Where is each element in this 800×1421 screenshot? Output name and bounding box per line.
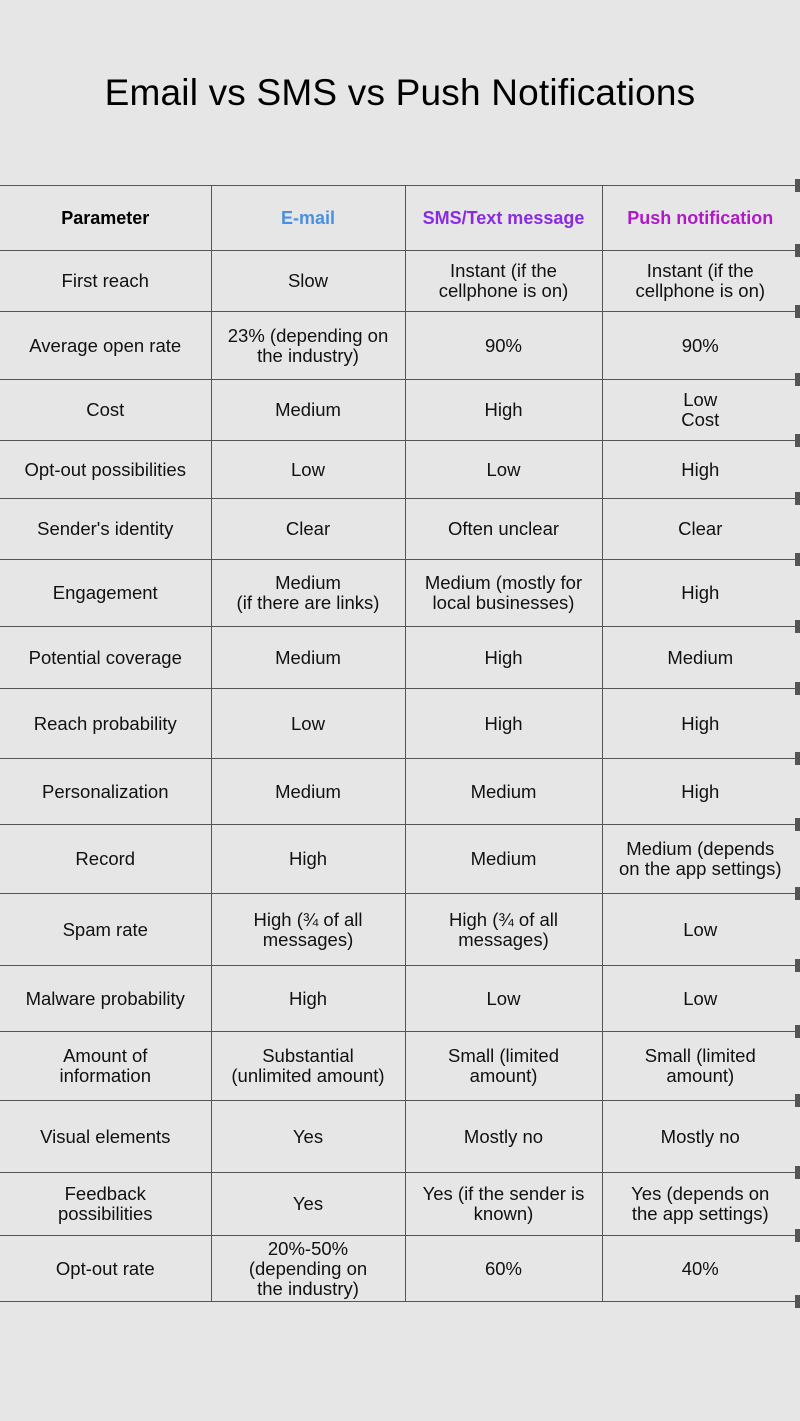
table-row <box>0 894 798 966</box>
edge-tick <box>795 752 800 765</box>
table-row <box>0 689 798 759</box>
table-row <box>0 560 798 627</box>
cell-sms-text: Instant (if the cellphone is on) <box>438 260 569 301</box>
cell-email-text: 23% (depending on the industry) <box>227 324 389 366</box>
cell-parameter <box>0 251 211 312</box>
cell-parameter <box>0 441 211 499</box>
cell-email <box>211 894 405 966</box>
cell-parameter <box>0 1032 211 1101</box>
right-edge-ticks <box>794 0 800 1421</box>
cell-push-text: Low Cost <box>681 389 720 430</box>
cell-push-text: Medium <box>667 646 734 668</box>
header-email: E-mail <box>211 186 405 251</box>
cell-parameter <box>0 759 211 825</box>
cell-sms <box>405 1173 602 1236</box>
cell-sms-text: Medium <box>470 848 537 869</box>
cell-sms-text: Small (limited amount) <box>447 1045 560 1086</box>
cell-push-text: 40% <box>681 1257 719 1279</box>
cell-email <box>211 1032 405 1101</box>
cell-push-text: High <box>681 582 720 603</box>
cell-push <box>602 627 798 689</box>
header-push: Push notification <box>602 186 798 251</box>
cell-parameter <box>0 689 211 759</box>
cell-sms-text: High <box>484 712 523 734</box>
cell-email-text: Low <box>291 458 325 480</box>
edge-tick <box>795 373 800 386</box>
cell-email <box>211 1173 405 1236</box>
cell-sms <box>405 689 602 759</box>
comparison-table <box>0 185 798 1302</box>
edge-tick <box>795 553 800 566</box>
cell-parameter <box>0 1101 211 1173</box>
cell-parameter-text: Sender's identity <box>37 518 174 539</box>
cell-email <box>211 966 405 1032</box>
cell-push-text: Low <box>683 918 718 940</box>
cell-parameter-text: Engagement <box>52 582 158 603</box>
cell-push-text: High <box>681 458 720 480</box>
cell-sms <box>405 966 602 1032</box>
edge-tick <box>795 818 800 831</box>
cell-push <box>602 1101 798 1173</box>
cell-sms <box>405 1236 602 1302</box>
header-sms: SMS/Text message <box>405 186 602 251</box>
table-row <box>0 1173 798 1236</box>
cell-sms <box>405 380 602 441</box>
cell-sms-text: Medium <box>470 780 537 802</box>
cell-parameter-text: First reach <box>61 270 149 291</box>
cell-parameter-text: Visual elements <box>40 1125 171 1147</box>
cell-email-text: Slow <box>287 270 329 291</box>
cell-email <box>211 312 405 380</box>
cell-parameter <box>0 966 211 1032</box>
cell-push <box>602 966 798 1032</box>
cell-push-text: Clear <box>678 518 723 539</box>
cell-push-text: Instant (if the cellphone is on) <box>635 260 766 301</box>
table-row <box>0 251 798 312</box>
cell-push <box>602 560 798 627</box>
cell-email <box>211 1236 405 1302</box>
cell-sms <box>405 312 602 380</box>
cell-email <box>211 251 405 312</box>
cell-email-text: Low <box>291 712 325 734</box>
cell-parameter <box>0 499 211 560</box>
cell-email-text: Medium (if there are links) <box>236 572 380 613</box>
cell-sms-text: Low <box>486 458 521 480</box>
cell-push <box>602 251 798 312</box>
cell-sms-text: Mostly no <box>463 1125 544 1147</box>
cell-push-text: High <box>681 712 720 734</box>
cell-parameter-text: Average open rate <box>29 334 182 356</box>
table-row <box>0 1032 798 1101</box>
cell-parameter <box>0 560 211 627</box>
cell-email-text: High <box>288 987 328 1009</box>
cell-push-text: Small (limited amount) <box>644 1045 756 1086</box>
cell-parameter <box>0 825 211 894</box>
edge-tick <box>795 959 800 972</box>
cell-email-text: High <box>288 848 328 869</box>
cell-push-text: Low <box>683 987 718 1009</box>
cell-sms <box>405 825 602 894</box>
cell-email <box>211 627 405 689</box>
cell-parameter <box>0 1236 211 1302</box>
cell-sms <box>405 499 602 560</box>
table-row <box>0 441 798 499</box>
table-row <box>0 759 798 825</box>
edge-tick <box>795 492 800 505</box>
cell-parameter-text: Amount of information <box>59 1045 151 1086</box>
cell-parameter <box>0 1173 211 1236</box>
cell-email-text: Medium <box>275 646 341 668</box>
header-row <box>0 186 798 251</box>
cell-parameter-text: Opt-out rate <box>55 1257 155 1279</box>
cell-push <box>602 441 798 499</box>
cell-email-text: Yes <box>292 1193 324 1214</box>
cell-email-text: Medium <box>275 780 341 802</box>
edge-tick <box>795 620 800 633</box>
cell-parameter-text: Personalization <box>42 780 169 802</box>
cell-email <box>211 380 405 441</box>
cell-parameter <box>0 380 211 441</box>
edge-tick <box>795 305 800 318</box>
cell-sms <box>405 251 602 312</box>
cell-push <box>602 759 798 825</box>
cell-parameter-text: Record <box>75 848 136 869</box>
cell-push <box>602 380 798 441</box>
cell-push <box>602 1032 798 1101</box>
table-row <box>0 966 798 1032</box>
cell-sms <box>405 1032 602 1101</box>
edge-tick <box>795 179 800 192</box>
edge-tick <box>795 682 800 695</box>
cell-parameter-text: Cost <box>86 399 125 420</box>
cell-parameter <box>0 627 211 689</box>
cell-email-text: Yes <box>292 1125 324 1147</box>
edge-tick <box>795 434 800 447</box>
cell-parameter-text: Opt-out possibilities <box>24 458 186 480</box>
cell-parameter-text: Malware probability <box>25 987 185 1009</box>
page-title: Email vs SMS vs Push Notifications <box>104 72 696 113</box>
cell-email <box>211 441 405 499</box>
cell-sms-text: High (¾ of all messages) <box>449 908 558 950</box>
cell-sms-text: Often unclear <box>447 518 560 539</box>
cell-sms <box>405 894 602 966</box>
cell-push-text: Medium (depends on the app settings) <box>619 838 782 879</box>
edge-tick <box>795 1229 800 1242</box>
cell-push-text: 90% <box>681 334 719 356</box>
cell-email-text: Substantial (unlimited amount) <box>231 1045 385 1086</box>
cell-sms-text: Yes (if the sender is known) <box>422 1183 585 1224</box>
cell-sms-text: High <box>484 399 523 420</box>
header-parameter: Parameter <box>0 186 211 251</box>
edge-tick <box>795 1025 800 1038</box>
cell-sms-text: Low <box>486 987 521 1009</box>
cell-email <box>211 689 405 759</box>
cell-push-text: Yes (depends on the app settings) <box>631 1183 770 1224</box>
cell-sms-text: 60% <box>484 1257 523 1279</box>
cell-email <box>211 560 405 627</box>
cell-email-text: 20%-50% (depending on the industry) <box>248 1237 368 1299</box>
cell-parameter-text: Spam rate <box>62 918 148 940</box>
cell-sms <box>405 441 602 499</box>
cell-email <box>211 825 405 894</box>
edge-tick <box>795 244 800 257</box>
cell-push <box>602 894 798 966</box>
cell-sms <box>405 1101 602 1173</box>
cell-push <box>602 499 798 560</box>
table-row <box>0 499 798 560</box>
cell-sms-text: High <box>484 646 523 668</box>
table-row <box>0 627 798 689</box>
table-body <box>0 251 798 1302</box>
edge-tick <box>795 1295 800 1308</box>
cell-sms-text: Medium (mostly for local businesses) <box>424 572 583 613</box>
cell-email <box>211 1101 405 1173</box>
cell-email-text: Medium <box>275 399 341 420</box>
cell-push <box>602 1236 798 1302</box>
cell-sms-text: 90% <box>484 334 523 356</box>
cell-push <box>602 689 798 759</box>
cell-parameter-text: Feedback possibilities <box>57 1183 153 1224</box>
table-row <box>0 825 798 894</box>
cell-push <box>602 825 798 894</box>
cell-push <box>602 1173 798 1236</box>
cell-sms <box>405 627 602 689</box>
cell-parameter-text: Reach probability <box>33 712 177 734</box>
cell-push <box>602 312 798 380</box>
cell-sms <box>405 560 602 627</box>
cell-parameter <box>0 894 211 966</box>
cell-parameter-text: Potential coverage <box>28 646 182 668</box>
cell-email-text: Clear <box>285 518 331 539</box>
cell-email <box>211 499 405 560</box>
table-row <box>0 380 798 441</box>
table-row <box>0 312 798 380</box>
table-row <box>0 1236 798 1302</box>
cell-parameter <box>0 312 211 380</box>
cell-push-text: High <box>681 780 720 802</box>
edge-tick <box>795 1166 800 1179</box>
edge-tick <box>795 1094 800 1107</box>
cell-email <box>211 759 405 825</box>
table-row <box>0 1101 798 1173</box>
cell-push-text: Mostly no <box>660 1125 740 1147</box>
cell-sms <box>405 759 602 825</box>
edge-tick <box>795 887 800 900</box>
cell-email-text: High (¾ of all messages) <box>253 908 363 950</box>
